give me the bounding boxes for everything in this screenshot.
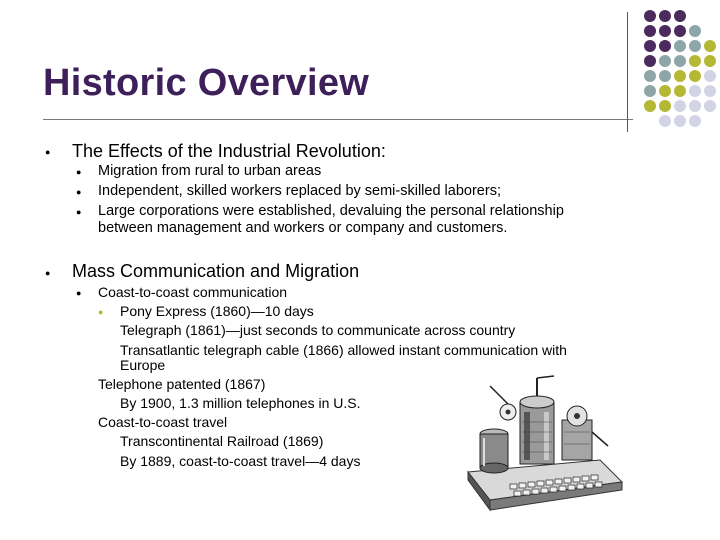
bullet-marker: ● (76, 187, 82, 197)
decor-dot (659, 55, 671, 67)
decor-dot (704, 55, 716, 67)
decor-dot (674, 115, 686, 127)
bullet-item: Transcontinental Railroad (1869) (120, 433, 324, 449)
decorative-vertical-line (627, 12, 628, 132)
decor-dot (674, 25, 686, 37)
bullet-marker: ● (76, 288, 82, 298)
bullet-item: Independent, skilled workers replaced by semi-skilled laborers; (98, 183, 501, 199)
decor-dot (644, 10, 656, 22)
decor-dot (689, 115, 701, 127)
slide-title: Historic Overview (43, 62, 370, 104)
decor-dot (659, 10, 671, 22)
decor-dot (659, 100, 671, 112)
bullet-item: Transatlantic telegraph cable (1866) allowed instant communication with (120, 342, 567, 358)
decor-dot (644, 100, 656, 112)
bullet-marker: ● (45, 268, 51, 278)
bullet-item: By 1900, 1.3 million telephones in U.S. (120, 395, 361, 411)
decor-dot (689, 25, 701, 37)
decor-dot (689, 70, 701, 82)
decor-dot (674, 10, 686, 22)
decor-dot (689, 85, 701, 97)
decor-dot (659, 85, 671, 97)
bullet-item: Pony Express (1860)—10 days (120, 303, 314, 319)
bullet-marker: ● (45, 147, 51, 157)
decor-dot (659, 70, 671, 82)
bullet-marker: ● (76, 207, 82, 217)
decor-dot (644, 85, 656, 97)
bullet-marker: ● (98, 307, 104, 317)
telegraph-machine-illustration (450, 372, 626, 514)
bullet-item: Coast-to-coast travel (98, 414, 228, 430)
decor-dot (644, 40, 656, 52)
bullet-item: Migration from rural to urban areas (98, 163, 322, 179)
decor-dot (659, 115, 671, 127)
title-divider (43, 119, 633, 120)
decor-dot (689, 40, 701, 52)
decor-dot (674, 100, 686, 112)
bullet-item: Telegraph (1861)—just seconds to communicate across country (120, 322, 516, 338)
decor-dot (704, 70, 716, 82)
decor-dot (704, 85, 716, 97)
decor-dot (674, 70, 686, 82)
decor-dot (704, 40, 716, 52)
decor-dot (689, 55, 701, 67)
bullet-item: Telephone patented (1867) (98, 376, 266, 392)
bullet-heading-communication: Mass Communication and Migration (72, 261, 360, 281)
bullet-item: Large corporations were established, devaluing the personal relationship (98, 203, 564, 219)
decor-dot (704, 100, 716, 112)
bullet-marker: ● (76, 167, 82, 177)
decor-dot (689, 100, 701, 112)
decor-dot (644, 25, 656, 37)
bullet-item: By 1889, coast-to-coast travel—4 days (120, 453, 361, 469)
decor-dot (674, 85, 686, 97)
decor-dot (644, 55, 656, 67)
bullet-item-continuation: between management and workers or company and customers. (98, 220, 508, 236)
bullet-item: Coast-to-coast communication (98, 284, 288, 300)
decor-dot (644, 70, 656, 82)
decor-dot (659, 25, 671, 37)
bullet-heading-effects: The Effects of the Industrial Revolution: (72, 141, 386, 161)
decor-dot (674, 40, 686, 52)
decor-dot (659, 40, 671, 52)
decor-dot (674, 55, 686, 67)
bullet-item-continuation: Europe (120, 357, 166, 373)
